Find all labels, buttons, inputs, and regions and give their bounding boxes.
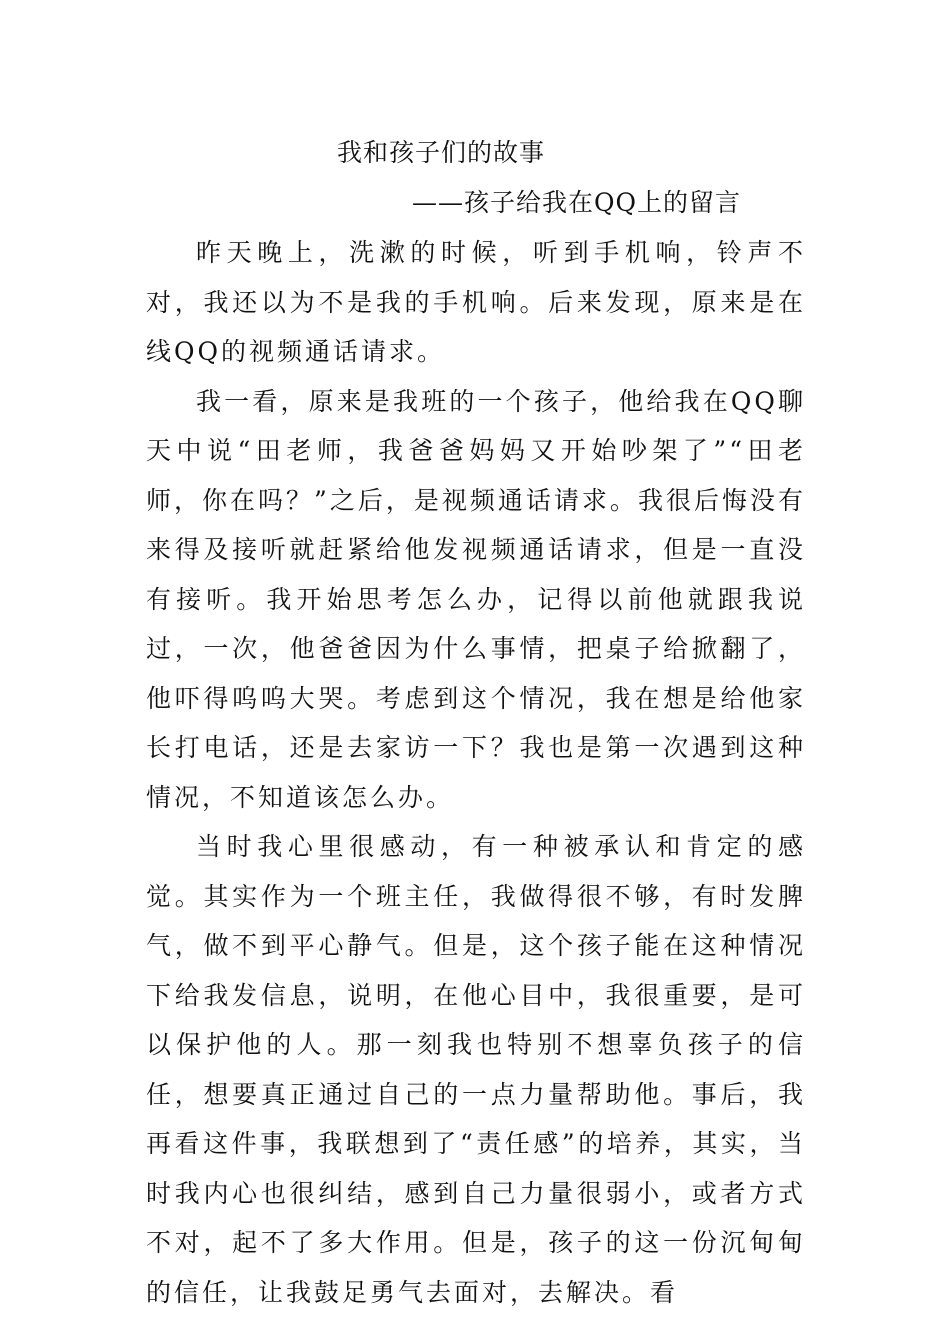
paragraph-3: 当时我心里很感动，有一种被承认和肯定的感觉。其实作为一个班主任，我做得很不够，有时发脾气，做不到平心静气。但是，这个孩子能在这种情况下给我发信息，说明，在他心目中，我很重要，是可以保护他的人。那一刻我也特别不想辜负孩子的信任，想要真正通过自己的一点力量帮助他。事后，我再看这件事，我联想到了“责任感”的培养，其实，当时我内心也很纠结，感到自己力量很弱小，或者方式不对，起不了多大作用。但是，孩子的这一份沉甸甸的信任，让我鼓足勇气去面对，去解决。看 [146,832,806,1307]
paragraph-2: 我一看，原来是我班的一个孩子，他给我在QQ聊天中说“田老师，我爸爸妈妈又开始吵架了”“田老师，你在吗？”之后，是视频通话请求。我很后悔没有来得及接听就赶紧给他发视频通话请求，但是一直没有接听。我开始思考怎么办，记得以前他就跟我说过，一次，他爸爸因为什么事情，把桌子给掀翻了，他吓得呜呜大哭。考虑到这个情况，我在想是给他家长打电话，还是去家访一下？我也是第一次遇到这种情况，不知道该怎么办。 [146,386,806,812]
document-subtitle: ——孩子给我在QQ上的留言 [412,188,741,217]
document-title: 我和孩子们的故事 [337,138,546,167]
paragraph-1: 昨天晚上，洗漱的时候，听到手机响，铃声不对，我还以为不是我的手机响。后来发现，原来是在线QQ的视频通话请求。 [146,238,806,366]
document-body [146,228,806,1317]
